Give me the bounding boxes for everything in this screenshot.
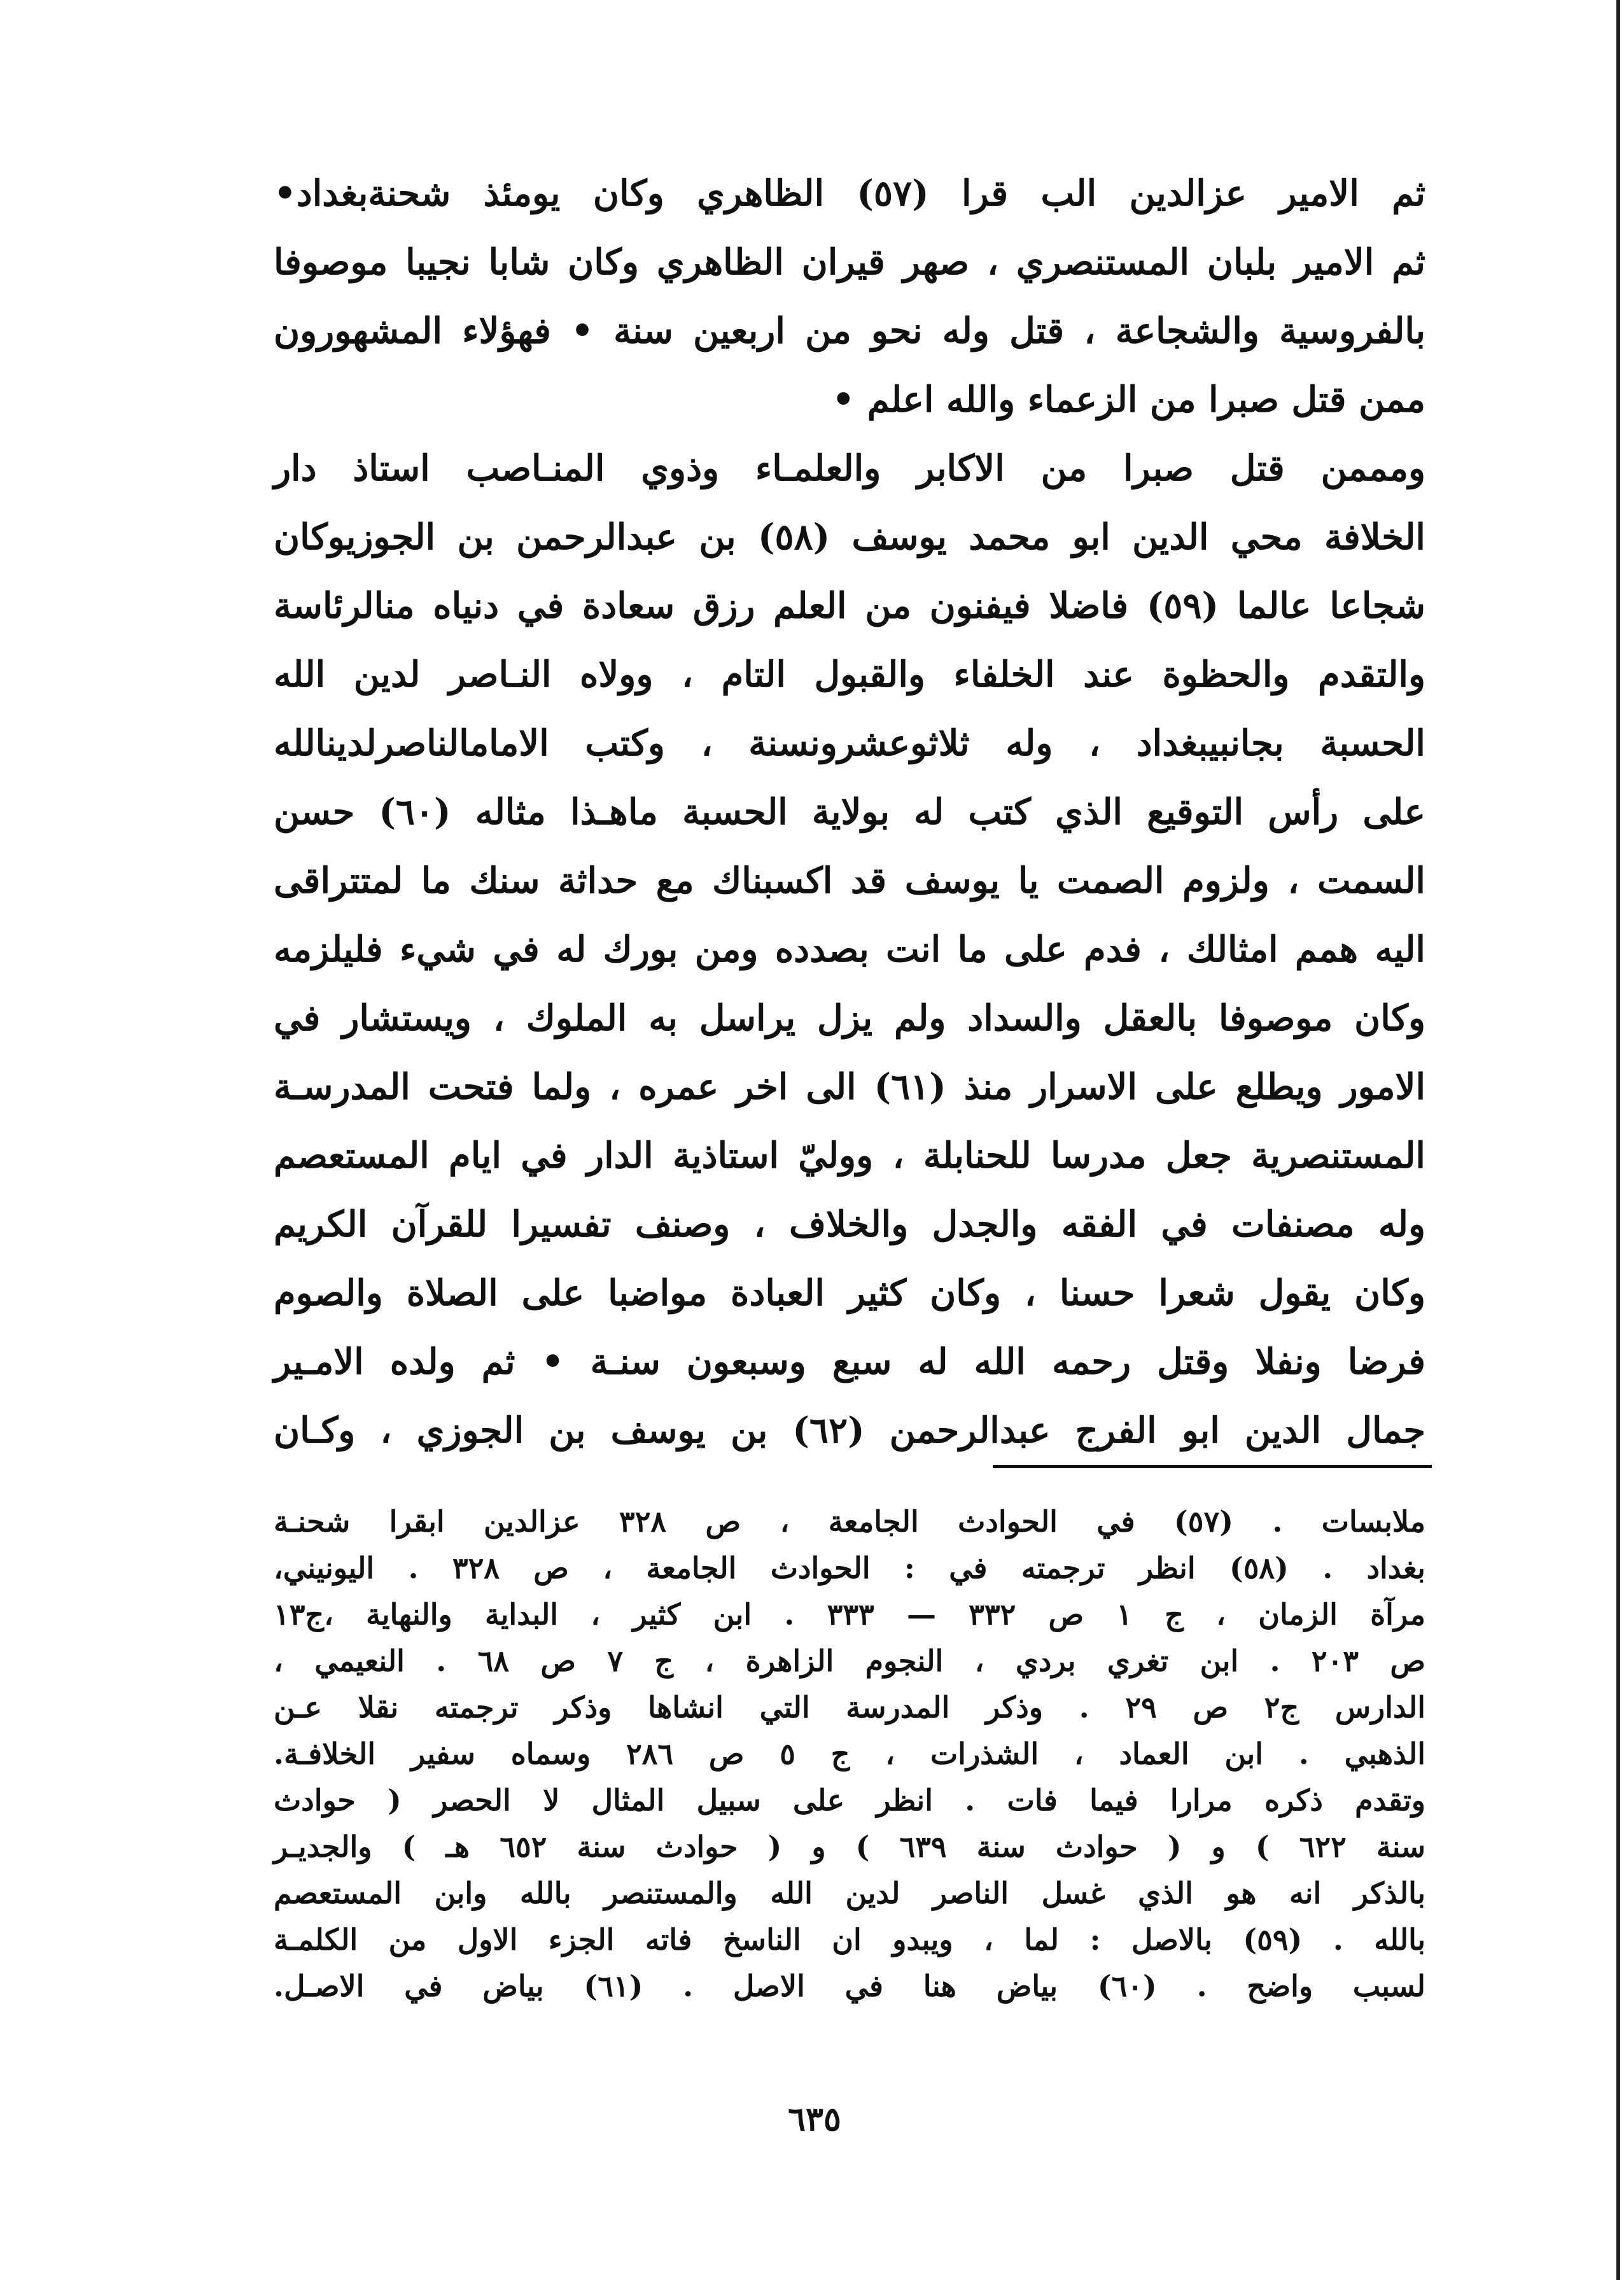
footnote-line: بغداد . (٥٨) انظر ترجمته في : الحوادث الجامعة ، ص ٣٢٨ . اليونيني، [274, 1551, 1425, 1585]
main-text-line: على رأس التوقيع الذي كتب له بولاية الحسبة ماهـذا مثاله (٦٠) حسن [274, 791, 1426, 833]
main-text-line: والتقدم والحظوة عند الخلفاء والقبول التام ، وولاه النـاصر لدين الله [274, 654, 1425, 696]
footnote-line: لسبب واضح . (٦٠) بياض هنا في الاصل . (٦١) بياض في الاصـل. [274, 1969, 1426, 2003]
page-number: ٦٣٥ [788, 2100, 841, 2139]
main-text-line: بالفروسية والشجاعة ، قتل وله نحو من اربعين سنة • فهؤلاء المشهورون [274, 310, 1425, 352]
main-text-line: الامور ويطلع على الاسرار منذ (٦١) الى اخر عمره ، ولما فتحت المدرسـة [274, 1066, 1426, 1108]
footnote-line: وتقدم ذكره مرارا فيما فات . انظر على سبيل المثال لا الحصر ( حوادث [274, 1783, 1425, 1817]
main-text-line: اليه همم امثالك ، فدم على ما انت بصدده ومن بورك له في شيء فليلزمه [274, 928, 1425, 970]
main-text-line: شجاعا عالما (٥٩) فاضلا فيفنون من العلم رزق سعادة في دنياه منالرئاسة [274, 585, 1425, 627]
main-text-line: ثم الامير بلبان المستنصري ، صهر قيران الظاهري وكان شابا نجيبا موصوفا [274, 241, 1425, 283]
main-text-line: جمال الدين ابو الفرج عبدالرحمن (٦٢) بن يوسف بن الجوزي ، وكـان [274, 1409, 1425, 1451]
footnotes [274, 1499, 1425, 2010]
footnote-line: مرآة الزمان ، ج ١ ص ٣٣٢ — ٣٣٣ . ابن كثير ، البداية والنهاية ،ج١٣ [274, 1597, 1425, 1632]
main-text-body [274, 159, 1425, 1465]
footnote-line: بالله . (٥٩) بالاصل : لما ، ويبدو ان الناسخ فاته الجزء الاول من الكلمـة [274, 1922, 1425, 1957]
footnote-line: الذهبي . ابن العماد ، الشذرات ، ج ٥ ص ٢٨٦ وسماه سفير الخلافـة. [274, 1737, 1425, 1771]
main-text-line: الخلافة محي الدين ابو محمد يوسف (٥٨) بن عبدالرحمن بن الجوزيوكان [274, 516, 1425, 558]
main-text-line: المستنصرية جعل مدرسا للحنابلة ، ووليّ استاذية الدار في ايام المستعصم [274, 1135, 1425, 1177]
main-text-line: ومممن قتل صبرا من الاكابر والعلمـاء وذوي المنـاصب استاذ دار [274, 447, 1426, 489]
main-text-line: ممن قتل صبرا من الزعماء والله اعلم • [832, 379, 1425, 421]
footnote-line: بالذكر انه هو الذي غسل الناصر لدين الله والمستنصر بالله وابن المستعصم [274, 1876, 1425, 1910]
main-text-line: وكان يقول شعرا حسنا ، وكان كثير العبادة مواضبا على الصلاة والصوم [274, 1272, 1425, 1314]
footnote-separator [993, 1465, 1432, 1468]
main-text-line: وكان موصوفا بالعقل والسداد ولم يزل يراسل به الملوك ، ويستشار في [274, 997, 1426, 1039]
footnote-line: الدارس ج٢ ص ٢٩ . وذكر المدرسة التي انشاها وذكر ترجمته نقلا عـن [274, 1690, 1425, 1724]
main-text-line: ثم الامير عزالدين الب قرا (٥٧) الظاهري وكان يومئذ شحنةبغداد• [274, 172, 1426, 214]
main-text-line: الحسبة بجانبيبغداد ، وله ثلاثوعشرونسنة ، وكتب الامامالناصرلدينالله [274, 722, 1425, 764]
footnote-line: سنة ٦٢٢ ) و ( حوادث سنة ٦٣٩ ) و ( حوادث سنة ٦٥٢ هـ ) والجديـر [274, 1829, 1425, 1864]
main-text-line: وله مصنفات في الفقه والجدل والخلاف ، وصنف تفسيرا للقرآن الكريم [274, 1203, 1425, 1245]
page-edge [1616, 0, 1620, 2280]
footnote-line: ص ٢٠٣ . ابن تغري بردي ، النجوم الزاهرة ، ج ٧ ص ٦٨ . النعيمي ، [274, 1644, 1425, 1678]
main-text-line: السمت ، ولزوم الصمت يا يوسف قد اكسبناك مع حداثة سنك ما لمتتراقى [274, 860, 1425, 902]
footnote-line: ملابسات . (٥٧) في الحوادث الجامعة ، ص ٣٢٨ عزالدين ابقرا شحنـة [274, 1504, 1425, 1539]
main-text-line: فرضا ونفلا وقتل رحمه الله له سبع وسبعون سنـة • ثم ولده الامـير [274, 1341, 1426, 1383]
